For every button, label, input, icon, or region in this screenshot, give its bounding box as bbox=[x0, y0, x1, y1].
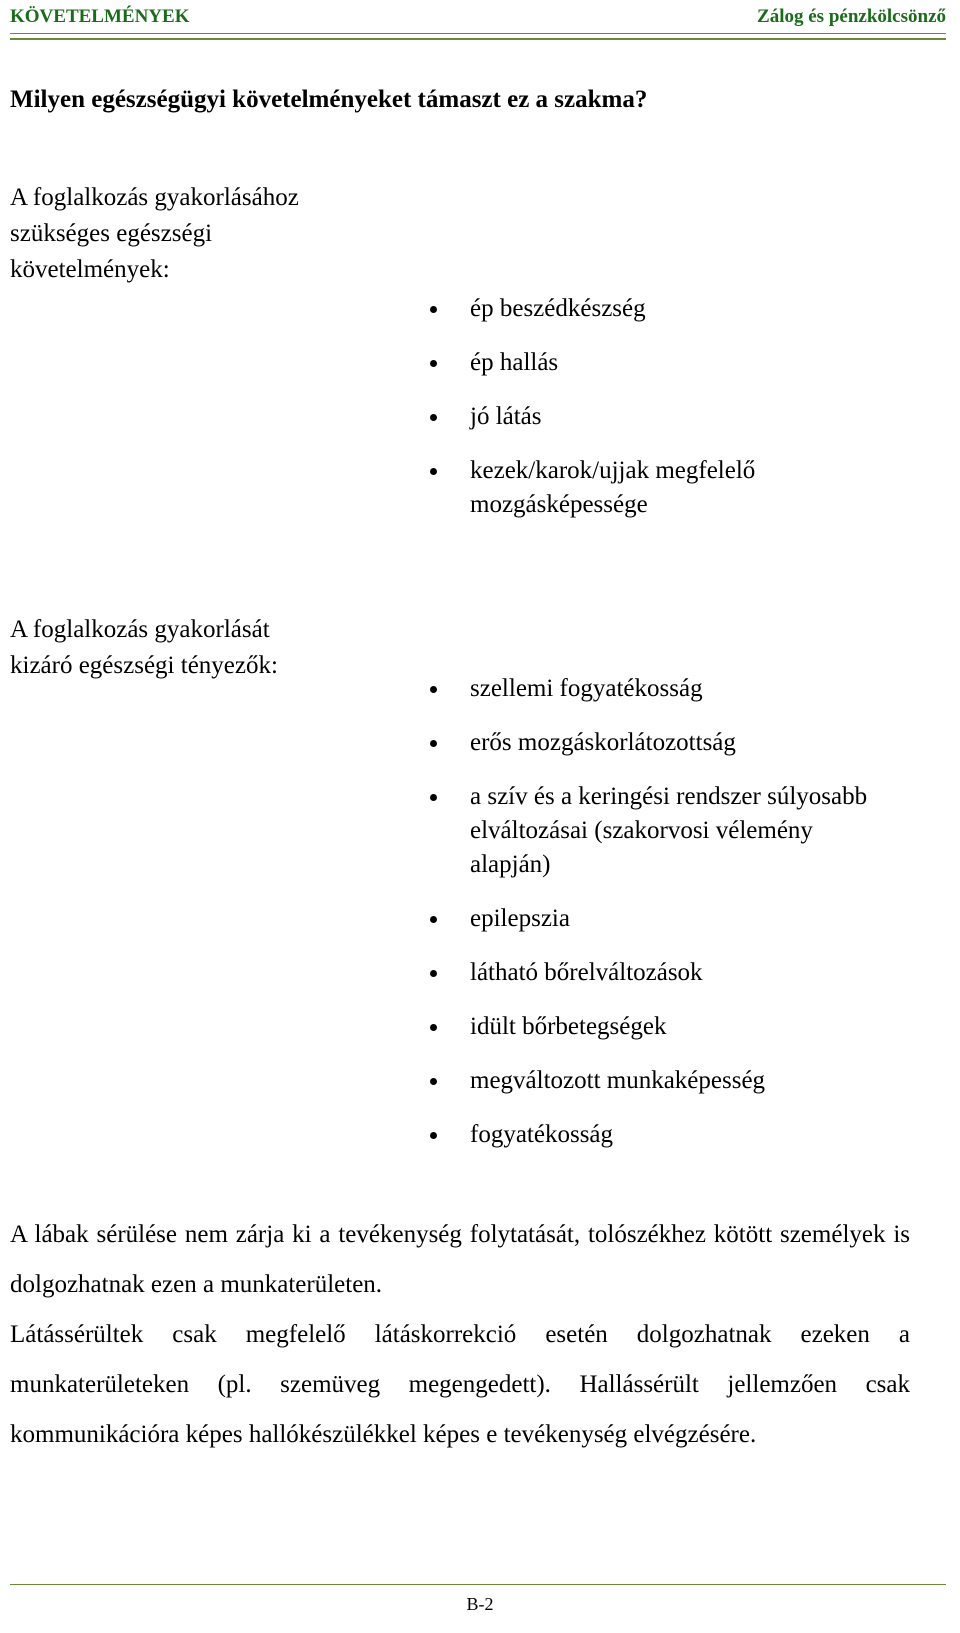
bullet-icon bbox=[430, 414, 437, 421]
requirements-label bbox=[10, 180, 299, 288]
header-rule bbox=[10, 33, 946, 40]
list-item: a szív és a keringési rendszer súlyosabb elváltozásai (szakorvosi vélemény alapján) bbox=[470, 780, 910, 882]
bullet-icon bbox=[430, 1132, 437, 1139]
list-item: ép beszédkészség bbox=[470, 292, 910, 326]
exclusion-label bbox=[10, 612, 278, 684]
bullet-icon bbox=[430, 970, 437, 977]
bullet-icon bbox=[430, 794, 437, 801]
bullet-icon bbox=[430, 1078, 437, 1085]
exclusion-label-line: kizáró egészségi tényezők: bbox=[10, 652, 278, 679]
exclusion-label-line: A foglalkozás gyakorlását bbox=[10, 616, 270, 643]
list-item: látható bőrelváltozások bbox=[470, 956, 910, 990]
list-item: megváltozott munkaképesség bbox=[470, 1064, 910, 1098]
page-number: B-2 bbox=[466, 1594, 494, 1614]
page-header bbox=[10, 4, 946, 34]
section-question: Milyen egészségügyi követelményeket támaszt ez a szakma? bbox=[10, 86, 648, 113]
requirements-label-line: szükséges egészségi bbox=[10, 220, 213, 247]
list-item: erős mozgáskorlátozottság bbox=[470, 726, 910, 760]
bullet-icon bbox=[430, 916, 437, 923]
list-item: kezek/karok/ujjak megfelelő mozgásképessége bbox=[470, 454, 910, 522]
bullet-icon bbox=[430, 686, 437, 693]
bullet-icon bbox=[430, 360, 437, 367]
bullet-icon bbox=[430, 740, 437, 747]
requirements-label-line: követelmények: bbox=[10, 256, 170, 283]
list-item: szellemi fogyatékosság bbox=[470, 672, 910, 706]
list-item: epilepszia bbox=[470, 902, 910, 936]
header-document-title: Zálog és pénzkölcsönző bbox=[757, 6, 946, 27]
bullet-icon bbox=[430, 306, 437, 313]
footer-rule bbox=[10, 1584, 946, 1585]
body-paragraph: A lábak sérülése nem zárja ki a tevékenység folytatását, tolószékhez kötött személyek is dolgozhatnak ezen a munkaterületen. bbox=[10, 1221, 910, 1298]
body-paragraph: Látássérültek csak megfelelő látáskorrekció esetén dolgozhatnak ezeken a munkaterületeken (pl. szemüveg megengedett). Hallássérült jellemzően csak kommunikációra képes hallókészülékkel képes e tevékenység elvégzésére. bbox=[10, 1321, 910, 1448]
list-item: idült bőrbetegségek bbox=[470, 1010, 910, 1044]
list-item: jó látás bbox=[470, 400, 910, 434]
list-item: fogyatékosság bbox=[470, 1118, 910, 1152]
requirements-label-line: A foglalkozás gyakorlásához bbox=[10, 184, 299, 211]
bullet-icon bbox=[430, 468, 437, 475]
header-section-title: KÖVETELMÉNYEK bbox=[10, 6, 190, 27]
list-item: ép hallás bbox=[470, 346, 910, 380]
bullet-icon bbox=[430, 1024, 437, 1031]
